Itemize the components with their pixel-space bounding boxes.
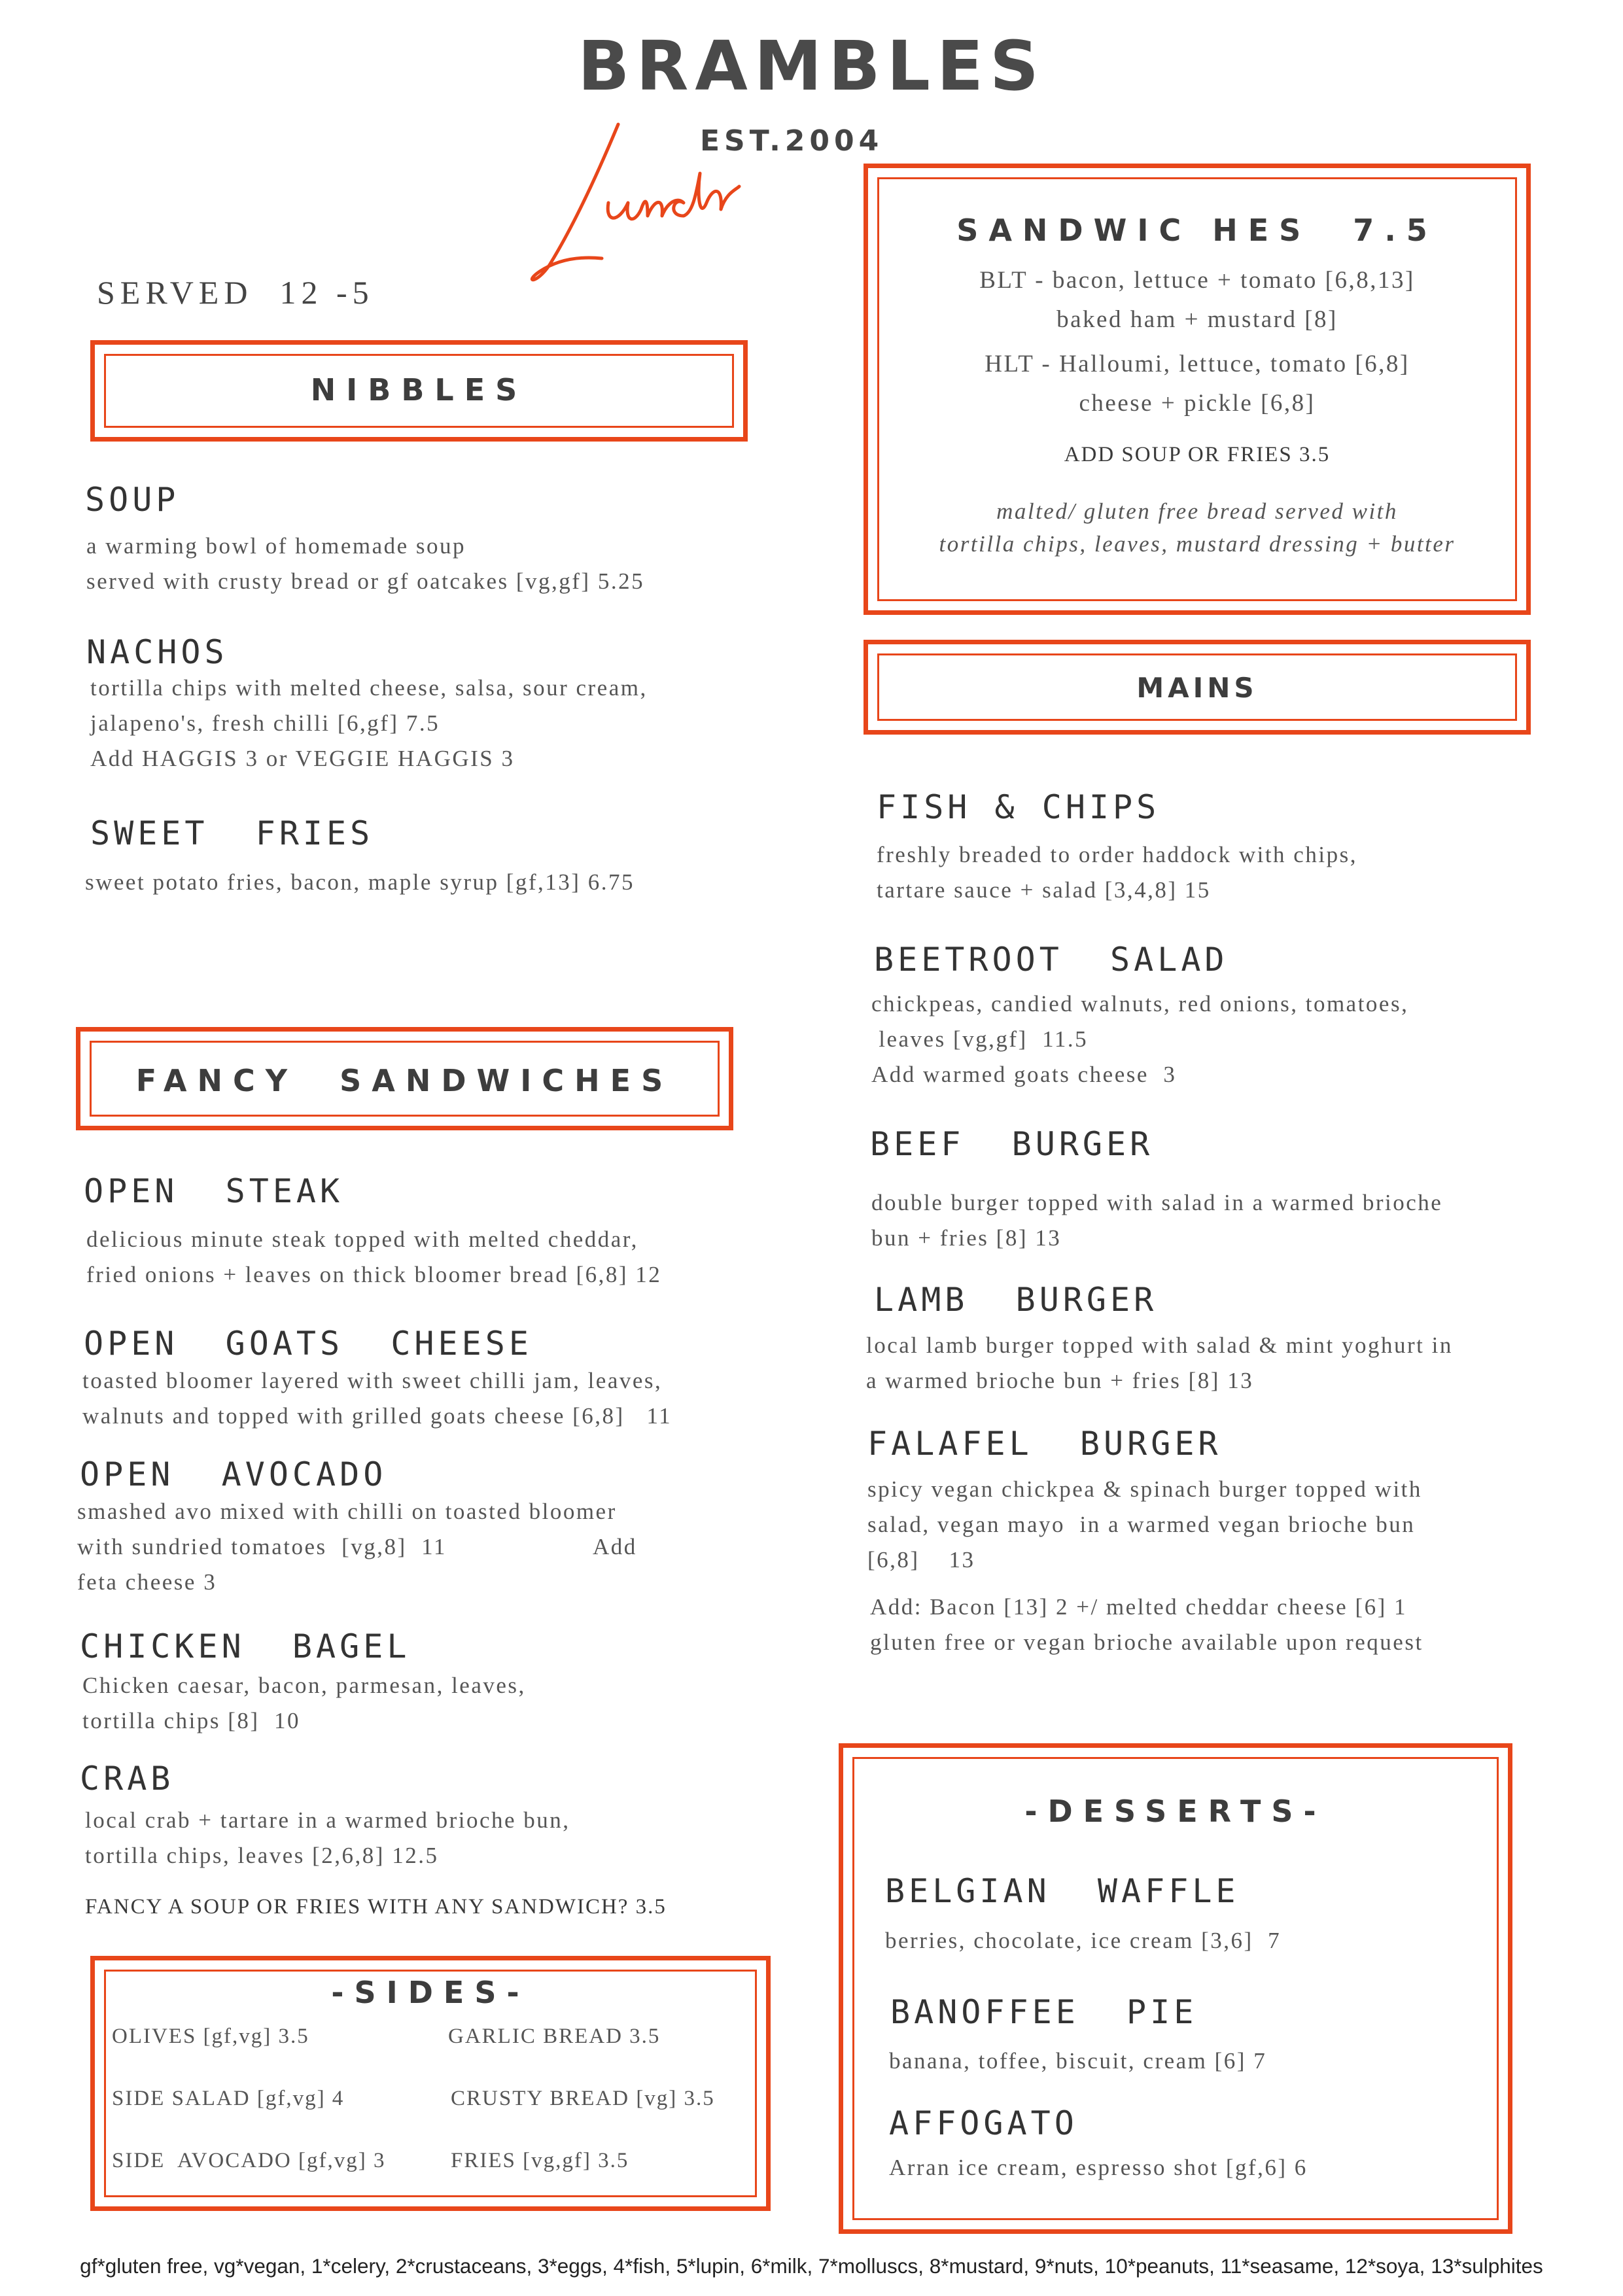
menu-item-open-goats-cheese-description: toasted bloomer layered with sweet chilli jam, leaves, walnuts and topped with grilled goats cheese [6,8] 11: [82, 1368, 672, 1429]
fancy-sandwich-addon-note: FANCY A SOUP OR FRIES WITH ANY SANDWICH? 3.5: [85, 1895, 667, 1919]
dessert-banoffee-pie-title: BANOFFEE PIE: [890, 1993, 1198, 2031]
menu-item-beef-burger-description: double burger topped with salad in a warmed brioche bun + fries [8] 13: [871, 1190, 1443, 1251]
menu-item-beef-burger-title: BEEF BURGER: [870, 1125, 1154, 1163]
nibbles-heading-frame: [90, 340, 748, 442]
menu-item-open-goats-cheese-title: OPEN GOATS CHEESE: [84, 1325, 532, 1363]
allergen-key-footer: gf*gluten free, vg*vegan, 1*celery, 2*crustaceans, 3*eggs, 4*fish, 5*lupin, 6*milk, 7*molluscs, 8*mustard, 9*nuts, 10*peanuts, 11*seasame, 12*soya, 13*sulphites: [80, 2254, 1543, 2278]
menu-item-falafel-burger-description: spicy vegan chickpea & spinach burger topped with salad, vegan mayo in a warmed vegan brioche bun [6,8] 13: [867, 1476, 1422, 1573]
menu-item-soup-title: SOUP: [85, 481, 180, 519]
menu-item-sweet-fries-description: sweet potato fries, bacon, maple syrup [gf,13] 6.75: [85, 869, 635, 895]
sides-heading: -SIDES-: [331, 1975, 530, 2010]
menu-item-nachos-title: NACHOS: [86, 633, 228, 671]
mains-heading-frame: [864, 640, 1531, 735]
menu-item-nachos-description: tortilla chips with melted cheese, salsa, sour cream, jalapeno's, fresh chilli [6,gf] 7.5 Add HAGGIS 3 or VEGGIE HAGGIS 3: [90, 675, 648, 771]
menu-item-lamb-burger-title: LAMB BURGER: [874, 1281, 1158, 1319]
side-salad: SIDE SALAD [gf,vg] 4: [112, 2087, 345, 2110]
dessert-banoffee-pie-description: banana, toffee, biscuit, cream [6] 7: [889, 2048, 1267, 2074]
sandwiches-addon: ADD SOUP OR FRIES 3.5: [1064, 443, 1331, 466]
sandwiches-frame: [864, 164, 1531, 615]
dessert-belgian-waffle-title: BELGIAN WAFFLE: [885, 1872, 1240, 1910]
menu-item-soup-description: a warming bowl of homemade soup served with crusty bread or gf oatcakes [vg,gf] 5.25: [86, 533, 645, 594]
nibbles-heading: NIBBLES: [310, 372, 528, 408]
sides-frame: [90, 1956, 771, 2211]
menu-item-fish-chips-description: freshly breaded to order haddock with chips, tartare sauce + salad [3,4,8] 15: [877, 842, 1357, 903]
menu-item-open-steak-title: OPEN STEAK: [84, 1172, 344, 1210]
sandwiches-heading: SANDWIC HES 7.5: [956, 213, 1438, 248]
side-fries: FRIES [vg,gf] 3.5: [451, 2149, 629, 2172]
menu-item-open-steak-description: delicious minute steak topped with melted cheddar, fried onions + leaves on thick bloomer bread [6,8] 12: [86, 1226, 662, 1287]
served-times: SERVED 12 -5: [97, 274, 374, 311]
side-garlic-bread: GARLIC BREAD 3.5: [448, 2025, 661, 2048]
menu-item-crab-title: CRAB: [80, 1760, 175, 1798]
sandwiches-bread-note: malted/ gluten free bread served with tortilla chips, leaves, mustard dressing + butter: [939, 498, 1456, 557]
fancy-sandwiches-heading-frame: [76, 1027, 733, 1130]
side-avocado: SIDE AVOCADO [gf,vg] 3: [112, 2149, 386, 2172]
menu-item-crab-description: local crab + tartare in a warmed brioche bun, tortilla chips, leaves [2,6,8] 12.5: [85, 1807, 570, 1868]
menu-item-fish-chips-title: FISH & CHIPS: [877, 788, 1161, 826]
menu-item-falafel-burger-title: FALAFEL BURGER: [867, 1425, 1222, 1463]
lunch-script-logo: [510, 111, 772, 294]
desserts-frame: [839, 1743, 1512, 2234]
menu-item-open-avocado-description: smashed avo mixed with chilli on toasted bloomer with sundried tomatoes [vg,8] 11 Add feta cheese 3: [77, 1499, 637, 1595]
dessert-belgian-waffle-description: berries, chocolate, ice cream [3,6] 7: [885, 1928, 1282, 1953]
fancy-sandwiches-heading: FANCY SANDWICHES: [135, 1063, 674, 1098]
menu-item-chicken-bagel-title: CHICKEN BAGEL: [80, 1627, 411, 1665]
side-crusty-bread: CRUSTY BREAD [vg] 3.5: [451, 2087, 715, 2110]
desserts-heading: -DESSERTS-: [1024, 1794, 1327, 1829]
menu-item-open-avocado-title: OPEN AVOCADO: [80, 1455, 387, 1493]
menu-item-sweet-fries-title: SWEET FRIES: [90, 814, 374, 852]
established-date: EST.2004: [700, 124, 884, 158]
menu-item-lamb-burger-description: local lamb burger topped with salad & mint yoghurt in a warmed brioche bun + fries [8] 13: [866, 1332, 1453, 1393]
mains-heading: MAINS: [1136, 672, 1258, 704]
menu-item-beetroot-salad-description: chickpeas, candied walnuts, red onions, tomatoes, leaves [vg,gf] 11.5 Add warmed goats cheese 3: [871, 991, 1409, 1087]
mains-addons: Add: Bacon [13] 2 +/ melted cheddar cheese [6] 1 gluten free or vegan brioche available upon request: [870, 1594, 1423, 1655]
menu-item-beetroot-salad-title: BEETROOT SALAD: [874, 941, 1229, 979]
brand-title: BRAMBLES: [578, 26, 1045, 106]
side-olives: OLIVES [gf,vg] 3.5: [112, 2025, 309, 2048]
sandwiches-list: BLT - bacon, lettuce + tomato [6,8,13] baked ham + mustard [8] HLT - Halloumi, lettuce, tomato [6,8] cheese + pickle [6,8]: [979, 267, 1415, 417]
menu-item-chicken-bagel-description: Chicken caesar, bacon, parmesan, leaves, tortilla chips [8] 10: [82, 1673, 526, 1733]
dessert-affogato-description: Arran ice cream, espresso shot [gf,6] 6: [889, 2155, 1308, 2180]
dessert-affogato-title: AFFOGATO: [889, 2104, 1078, 2142]
